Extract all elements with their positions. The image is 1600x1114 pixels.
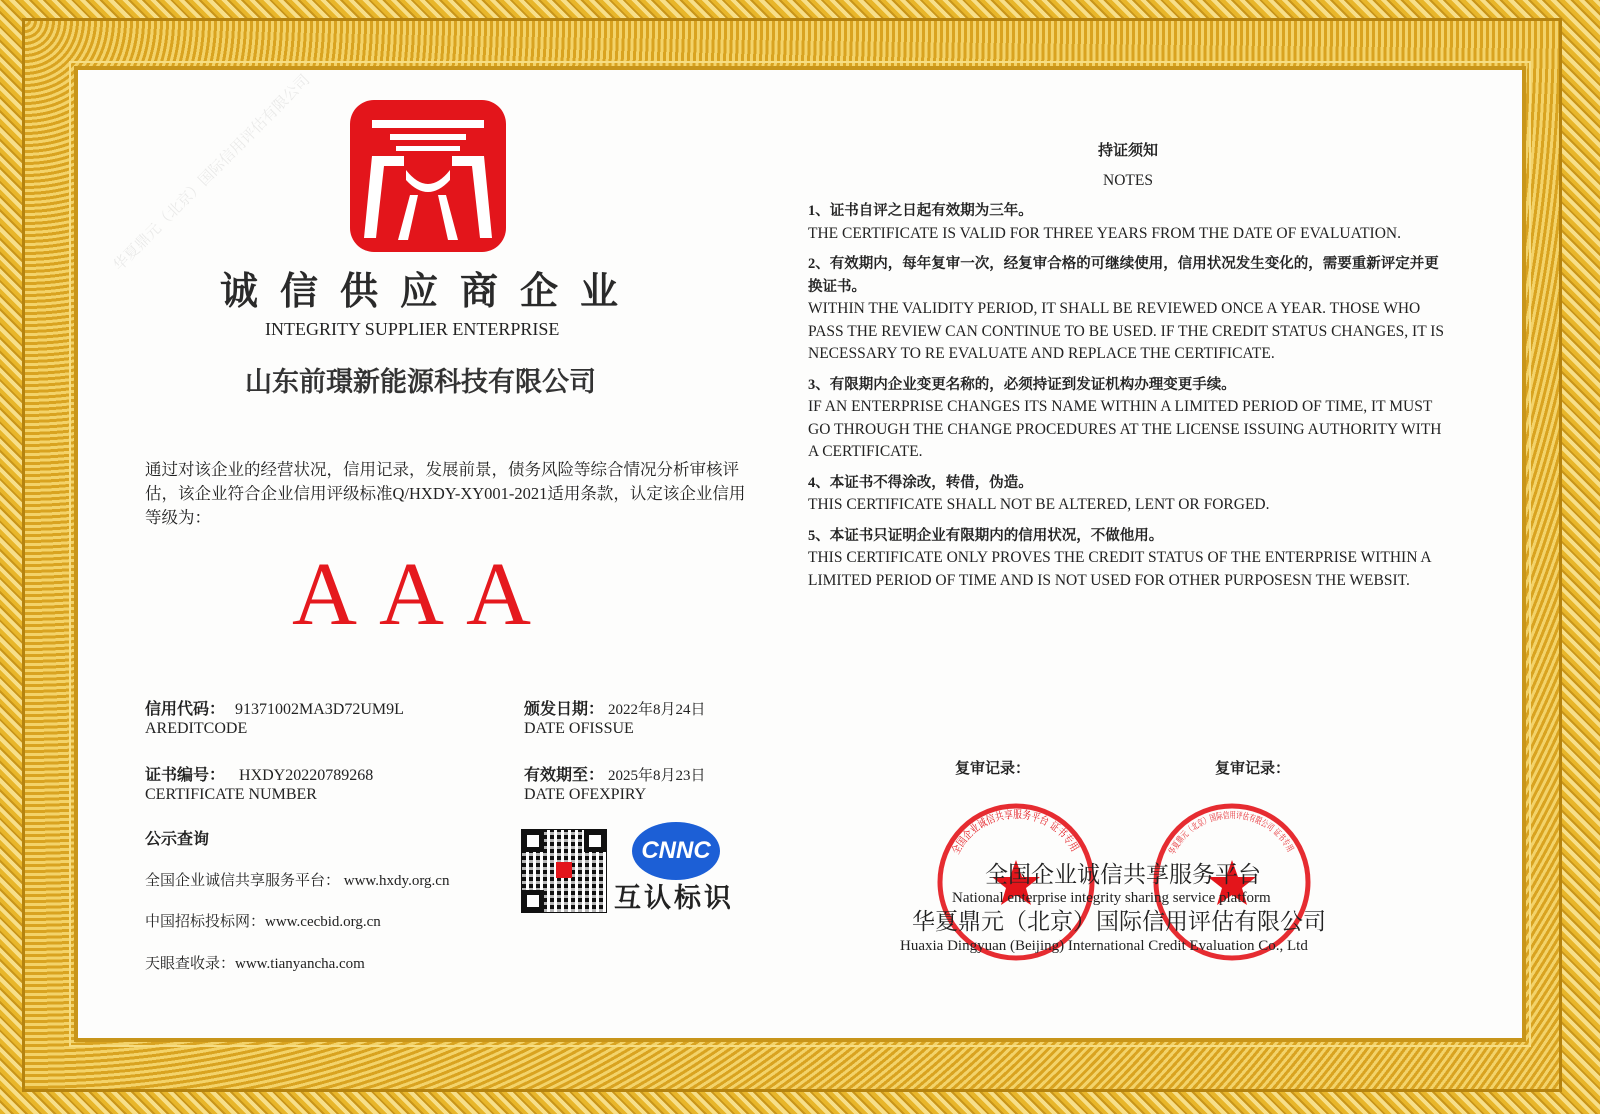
cert-no-field [145, 762, 373, 805]
credit-code-en: AREDITCODE [145, 720, 248, 737]
note-zh: 3、有限期内企业变更名称的，必须持证到发证机构办理变更手续。 [808, 376, 1236, 393]
notes-title: 持证须知 [1097, 143, 1158, 159]
issuer-name: 华夏鼎元（北京）国际信用评估有限公司 [912, 909, 1326, 935]
qr-logo-icon [556, 862, 572, 878]
lookup-item [145, 910, 381, 931]
note-en: THE CERTIFICATE IS VALID FOR THREE YEARS FROM THE DATE OF EVALUATION. [808, 224, 1401, 242]
issue-date-field [524, 696, 706, 739]
seal-1-text: 全国企业诚信共享服务平台 证书专用 [949, 807, 1083, 857]
lookup-item [145, 869, 449, 890]
issue-date-value: 2022年8月24日 [608, 702, 706, 718]
evaluation-statement: 通过对该企业的经营状况，信用记录，发展前景，债务风险等综合情况分析审核评估，该企业符合企业信用评级标准Q/HXDY-XY001-2021适用条款，认定该企业信用等级为： [145, 460, 746, 527]
logo [350, 100, 506, 252]
cert-no-value: HXDY20220789268 [239, 767, 374, 784]
cnnc-logo [632, 822, 720, 880]
cert-no-label: 证书编号： [145, 767, 226, 784]
certificate-title: 诚信供应商企业 [220, 269, 641, 313]
note-en: THIS CERTIFICATE SHALL NOT BE ALTERED, LENT OR FORGED. [808, 496, 1270, 513]
note-item [808, 200, 1448, 245]
note-en: THIS CERTIFICATE ONLY PROVES THE CREDIT STATUS OF THE ENTERPRISE WITHIN A LIMITED PERIOD OF TIME AND IS NOT USED FOR OTHER PURPOSESN THE WEBSIT. [808, 549, 1431, 589]
notes-title-en: NOTES [1103, 172, 1153, 189]
lookup-label: 全国企业诚信共享服务平台： [145, 873, 341, 889]
watermark: 华夏鼎元（北京）国际信用评估有限公司 [109, 70, 314, 275]
note-item [808, 525, 1448, 593]
expiry-date-field [524, 762, 706, 805]
lookup-url[interactable]: www.hxdy.org.cn [343, 873, 450, 889]
expiry-date-en: DATE OFEXPIRY [524, 786, 647, 803]
credit-code-label: 信用代码： [145, 701, 226, 718]
platform-name: 全国企业诚信共享服务平台 [985, 862, 1261, 888]
lookup-label: 天眼查收录： [145, 956, 236, 972]
issuer-name-en: Huaxia Dingyuan (Beijing) International Credit Evaluation Co., Ltd [900, 938, 1308, 954]
lookup-item [145, 952, 365, 973]
lookup-url[interactable]: www.tianyancha.com [235, 956, 365, 972]
note-en: WITHIN THE VALIDITY PERIOD, IT SHALL BE REVIEWED ONCE A YEAR. THOSE WHO PASS THE REVIEW CAN CONTINUE TO BE USED. IF THE CREDIT STATUS CHANGES, IT IS NECESSARY TO RE EVALUATE AND REPLACE THE CERTIFICATE. [808, 300, 1445, 362]
note-zh: 5、本证书只证明企业有限期内的信用状况，不做他用。 [808, 527, 1164, 544]
note-zh: 4、本证书不得涂改，转借，伪造。 [808, 474, 1033, 491]
credit-code-field [145, 696, 404, 739]
note-item [808, 253, 1448, 366]
review-record-label: 复审记录： [955, 761, 1031, 777]
note-item [808, 374, 1448, 464]
issue-date-en: DATE OFISSUE [524, 720, 634, 737]
credit-code-value: 91371002MA3D72UM9L [235, 701, 404, 718]
lookup-label: 中国招标投标网： [145, 914, 266, 930]
note-zh: 2、有效期内，每年复审一次，经复审合格的可继续使用，信用状况发生变化的，需要重新评定并更换证书。 [808, 256, 1439, 295]
note-zh: 1、证书自评之日起有效期为三年。 [808, 203, 1033, 219]
certificate-subtitle: INTEGRITY SUPPLIER ENTERPRISE [265, 319, 560, 339]
review-record-label: 复审记录： [1215, 761, 1291, 777]
ding-logo-icon [350, 100, 506, 252]
issue-date-label: 颁发日期： [524, 701, 605, 718]
seal-2-text: 华夏鼎元（北京）国际信用评估有限公司 证书专用 [1167, 810, 1297, 857]
lookup-title: 公示查询 [145, 831, 210, 848]
cert-no-en: CERTIFICATE NUMBER [145, 786, 317, 803]
mutual-mark: 互认标识 [614, 883, 734, 913]
company-name: 山东前璟新能源科技有限公司 [245, 367, 596, 398]
note-item [808, 472, 1448, 517]
cnnc-text: CNNC [641, 837, 711, 864]
platform-name-en: National enterprise integrity sharing service platform [952, 890, 1271, 906]
note-en: IF AN ENTERPRISE CHANGES ITS NAME WITHIN A LIMITED PERIOD OF TIME, IT MUST GO THROUGH THE CHANGE PROCEDURES AT THE LICENSE ISSUING AUTHORITY WITH A CERTIFICATE. [808, 398, 1442, 460]
notes-section [808, 140, 1448, 600]
lookup-url[interactable]: www.cecbid.org.cn [265, 914, 381, 930]
expiry-date-value: 2025年8月23日 [608, 768, 706, 784]
credit-grade: AAA [292, 545, 553, 644]
expiry-date-label: 有效期至： [524, 767, 605, 784]
qr-code[interactable] [522, 830, 606, 912]
